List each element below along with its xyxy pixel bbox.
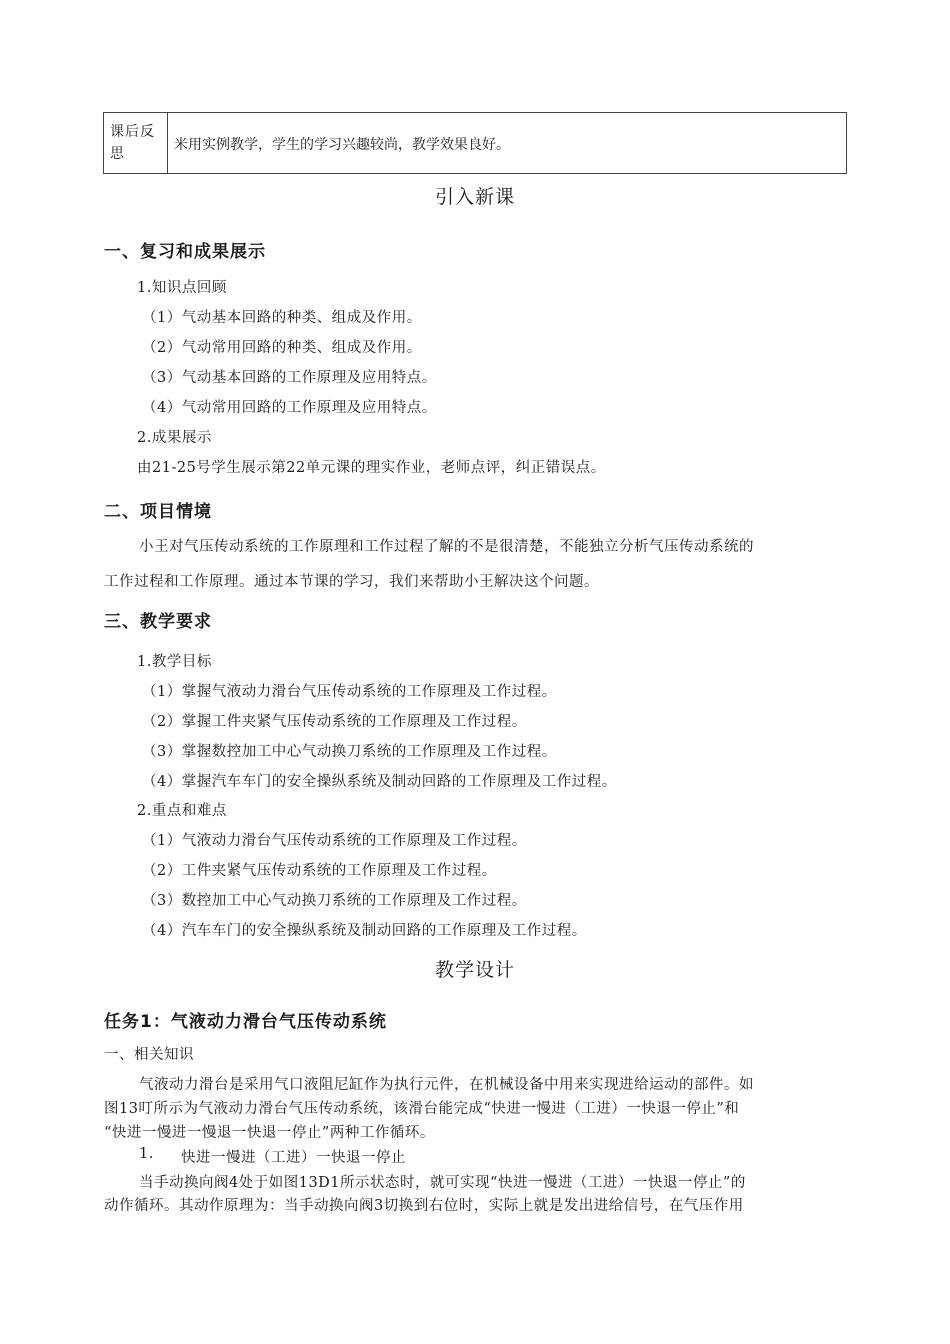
key-item: （4）汽车车门的安全操纵系统及制动回路的工作原理及工作过程。 [142,923,587,939]
goals-sub: 1.教学目标 [137,654,212,670]
section1-sub1: 1.知识点回顾 [137,280,227,296]
key-item: （1）气液动力滑台气压传动系统的工作原理及工作过程。 [142,833,527,849]
key-item: （2）工件夹紧气压传动系统的工作原理及工作过程。 [142,863,497,879]
section2-heading: 二、项目情境 [104,502,212,522]
task1-heading: 任务1：气液动力滑台气压传动系统 [104,1012,387,1032]
show-text: 由21-25号学生展示第22单元课的理实作业，老师点评，纠正错误点。 [137,460,606,476]
review-item: （4）气动常用回路的工作原理及应用特点。 [142,400,437,416]
task1-p2-line1: 当手动换向阀4处于如图13D1所示状态时，就可实现“快进一慢进（工进）一快退一停止”的 [139,1175,746,1191]
task1-sub: 一、相关知识 [104,1047,194,1063]
scenario-line-1: 小王对气压传动系统的工作原理和工作过程了解的不是很清楚，不能独立分析气压传动系统的 [139,539,754,555]
task1-p1-line1: 气液动力滑台是采用气口液阻尼缸作为执行元件，在机械设备中用来实现进给运动的部件。如 [139,1077,754,1093]
design-title: 教学设计 [434,959,515,981]
section1-sub2: 2.成果展示 [137,430,212,446]
task1-item1-num: 1. [139,1146,154,1162]
key-item: （3）数控加工中心气动换刀系统的工作原理及工作过程。 [142,893,527,909]
review-item: （1）气动基本回路的种类、组成及作用。 [142,310,422,326]
task1-p2-line2: 动作循环。其动作原理为：当手动换向阀3切换到右位时，实际上就是发出进给信号，在气压作用 [104,1198,744,1214]
goal-item: （1）掌握气液动力滑台气压传动系统的工作原理及工作过程。 [142,684,557,700]
section3-heading: 三、教学要求 [104,612,212,632]
review-item: （2）气动常用回路的种类、组成及作用。 [142,340,422,356]
task1-item1-text: 快进一慢进（工进）一快退一停止 [181,1150,406,1166]
section1-heading: 一、复习和成果展示 [104,242,266,262]
scenario-line-2: 工作过程和工作原理。通过本节课的学习，我们来帮助小王解决这个问题。 [104,574,599,590]
task1-p1-line3: “快进一慢进一慢退一快退一停止”两种工作循环。 [104,1125,435,1141]
review-item: （3）气动基本回路的工作原理及应用特点。 [142,370,437,386]
keys-sub: 2.重点和难点 [137,803,227,819]
reflection-text: 米用实例教学，学生的学习兴趣较尚，教学效果良好。 [174,137,510,153]
reflection-label: 课后反思 [104,113,168,173]
goal-item: （2）掌握工件夹紧气压传动系统的工作原理及工作过程。 [142,714,527,730]
goal-item: （3）掌握数控加工中心气动换刀系统的工作原理及工作过程。 [142,744,557,760]
task1-p1-line2: 图13叮所示为气液动力滑台气压传动系统，该滑台能完成“快进一慢进（工进）一快退一停止”和 [104,1101,740,1117]
reflection-table [103,112,847,174]
intro-title: 引入新课 [434,186,515,208]
goal-item: （4）掌握汽车车门的安全操纵系统及制动回路的工作原理及工作过程。 [142,774,617,790]
